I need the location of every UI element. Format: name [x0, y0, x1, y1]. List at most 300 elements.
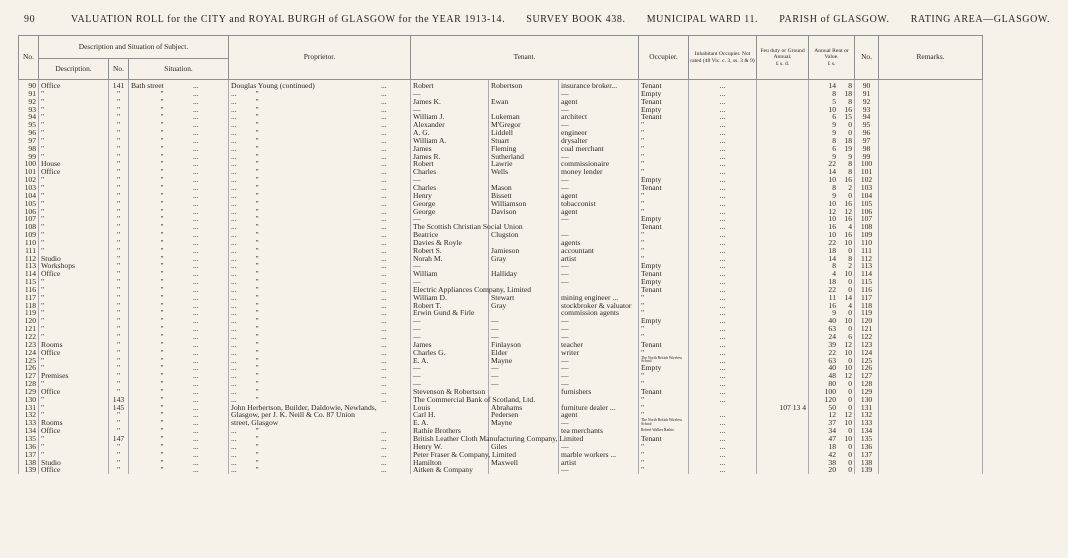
street-number-cell: "	[109, 137, 129, 145]
row-number-right: 129	[855, 388, 879, 396]
inhabitant-cell: ...	[689, 388, 757, 396]
situation-dots: ...	[193, 402, 199, 412]
remarks-cell	[879, 380, 983, 388]
occupier-cell: "	[639, 466, 689, 474]
annual-pounds: 9	[832, 128, 837, 138]
occupier-cell: Tenant	[639, 113, 689, 121]
remarks-cell	[879, 192, 983, 200]
remarks-cell	[879, 349, 983, 357]
situation-text: "	[160, 222, 164, 232]
street-number-cell: "	[109, 364, 129, 372]
tenant-occupation-cell: —	[559, 153, 639, 161]
annual-shillings: 10	[844, 269, 853, 279]
situation-cell	[129, 121, 229, 129]
feu-duty-cell	[757, 255, 809, 263]
proprietor-dots: ...	[381, 433, 387, 443]
tenant-last-cell	[489, 309, 559, 317]
proprietor-dots: ...	[381, 135, 387, 145]
occupier-cell: "	[639, 192, 689, 200]
tenant-last-cell: Mayne	[489, 357, 559, 365]
description-cell: "	[39, 325, 109, 333]
occupier-cell: Robert Walker Rathie	[639, 427, 689, 435]
situation-dots: ...	[193, 222, 199, 232]
annual-pounds: 47	[828, 433, 837, 443]
proprietor-dots: ...	[381, 386, 387, 396]
proprietor-dots: ...	[381, 128, 387, 138]
situation-text: "	[160, 277, 164, 287]
situation-text: "	[160, 441, 164, 451]
tenant-first-cell: Davies & Royle	[411, 239, 489, 247]
row-number: 103	[19, 184, 39, 192]
street-number-cell: 145	[109, 404, 129, 412]
proprietor-text: ... "	[231, 167, 259, 177]
row-number: 131	[19, 404, 39, 412]
situation-dots: ...	[193, 379, 199, 389]
feu-duty-cell	[757, 184, 809, 192]
annual-shillings: 16	[844, 230, 853, 240]
proprietor-text: ... "	[231, 394, 259, 404]
situation-cell	[129, 443, 229, 451]
feu-duty-cell	[757, 168, 809, 176]
tenant-occupation-cell: —	[559, 372, 639, 380]
situation-cell	[129, 357, 229, 365]
situation-cell	[129, 262, 229, 270]
annual-shillings: 16	[844, 214, 853, 224]
row-number-right: 98	[855, 145, 879, 153]
row-number-right: 101	[855, 168, 879, 176]
description-cell: "	[39, 396, 109, 404]
situation-text: "	[160, 182, 164, 192]
feu-duty-cell	[757, 341, 809, 349]
annual-shillings: 0	[848, 284, 853, 294]
proprietor-dots: ...	[381, 355, 387, 365]
situation-cell	[129, 200, 229, 208]
proprietor-text: ... "	[231, 198, 259, 208]
row-number: 109	[19, 231, 39, 239]
col-no: No.	[19, 36, 39, 80]
proprietor-dots: ...	[381, 151, 387, 161]
row-number: 111	[19, 247, 39, 255]
remarks-cell	[879, 113, 983, 121]
tenant-last-cell: —	[489, 380, 559, 388]
tenant-first-cell: George	[411, 200, 489, 208]
proprietor-text: street, Glasgow	[231, 418, 279, 428]
occupier-cell: Empty	[639, 106, 689, 114]
situation-cell	[129, 153, 229, 161]
situation-cell	[129, 466, 229, 474]
proprietor-dots: ...	[381, 261, 387, 271]
row-number: 138	[19, 459, 39, 467]
row-number: 91	[19, 90, 39, 98]
inhabitant-cell: ...	[689, 286, 757, 294]
remarks-cell	[879, 98, 983, 106]
remarks-cell	[879, 333, 983, 341]
tenant-last-cell: Lukeman	[489, 113, 559, 121]
description-cell: "	[39, 231, 109, 239]
remarks-cell	[879, 404, 983, 412]
proprietor-dots: ...	[381, 465, 387, 475]
tenant-occupation-cell: —	[559, 333, 639, 341]
row-number: 137	[19, 451, 39, 459]
annual-pounds: 40	[828, 363, 837, 373]
occupier-cell: "	[639, 121, 689, 129]
row-number: 120	[19, 317, 39, 325]
street-number-cell: "	[109, 208, 129, 216]
tenant-occupation-cell: commissionaire	[559, 160, 639, 168]
row-number-right: 118	[855, 302, 879, 310]
remarks-cell	[879, 145, 983, 153]
proprietor-dots: ...	[381, 316, 387, 326]
occupier-cell: Empty	[639, 278, 689, 286]
proprietor-dots: ...	[381, 81, 387, 90]
street-number-cell: "	[109, 262, 129, 270]
proprietor-dots: ...	[381, 324, 387, 334]
proprietor-dots: ...	[381, 269, 387, 279]
occupier-cell: "	[639, 451, 689, 459]
row-number: 139	[19, 466, 39, 474]
row-number: 106	[19, 208, 39, 216]
inhabitant-cell: ...	[689, 200, 757, 208]
street-number-cell: "	[109, 466, 129, 474]
situation-cell	[129, 396, 229, 404]
row-number: 113	[19, 262, 39, 270]
proprietor-dots: ...	[381, 253, 387, 263]
remarks-cell	[879, 443, 983, 451]
proprietor-dots: ...	[381, 230, 387, 240]
description-cell: "	[39, 153, 109, 161]
occupier-cell: The North British Wireless School	[639, 357, 689, 365]
row-number: 114	[19, 270, 39, 278]
street-number-cell: "	[109, 443, 129, 451]
row-number-right: 136	[855, 443, 879, 451]
remarks-cell	[879, 176, 983, 184]
annual-shillings: 0	[848, 441, 853, 451]
tenant-occupation-cell: commission agents	[559, 309, 639, 317]
annual-shillings: 12	[844, 339, 853, 349]
feu-duty-cell	[757, 80, 809, 90]
situation-text: "	[160, 363, 164, 373]
inhabitant-cell: ...	[689, 309, 757, 317]
situation-text: "	[160, 449, 164, 459]
occupier-cell: "	[639, 333, 689, 341]
tenant-occupation-cell: artist	[559, 459, 639, 467]
annual-pounds: 8	[832, 135, 837, 145]
situation-dots: ...	[193, 433, 199, 443]
inhabitant-cell: ...	[689, 270, 757, 278]
proprietor-dots: ...	[381, 182, 387, 192]
situation-dots: ...	[193, 449, 199, 459]
tenant-first-cell: James K.	[411, 98, 489, 106]
row-number: 97	[19, 137, 39, 145]
occupier-cell: Empty	[639, 90, 689, 98]
proprietor-text: ... "	[231, 135, 259, 145]
table-row	[19, 466, 983, 474]
inhabitant-cell: ...	[689, 137, 757, 145]
annual-shillings: 0	[848, 277, 853, 287]
tenant-first-cell: Robert	[411, 160, 489, 168]
tenant-last-cell: Mason	[489, 184, 559, 192]
situation-cell	[129, 90, 229, 98]
feu-duty-cell	[757, 333, 809, 341]
inhabitant-cell: ...	[689, 90, 757, 98]
proprietor-dots: ...	[381, 449, 387, 459]
description-cell: "	[39, 443, 109, 451]
situation-cell	[129, 255, 229, 263]
situation-text: "	[160, 402, 164, 412]
street-number-cell: "	[109, 451, 129, 459]
tenant-first-cell: —	[411, 325, 489, 333]
situation-dots: ...	[193, 347, 199, 357]
row-number: 102	[19, 176, 39, 184]
annual-shillings: 16	[844, 104, 853, 114]
situation-cell	[129, 106, 229, 114]
proprietor-dots: ...	[381, 112, 387, 122]
tenant-first-cell: E. A.	[411, 357, 489, 365]
situation-text: "	[160, 339, 164, 349]
annual-pounds: 18	[828, 441, 837, 451]
situation-dots: ...	[193, 120, 199, 130]
street-number-cell: "	[109, 325, 129, 333]
situation-cell	[129, 184, 229, 192]
proprietor-text: ... "	[231, 230, 259, 240]
tenant-occupation-cell: —	[559, 90, 639, 98]
proprietor-text: ... "	[231, 371, 259, 381]
row-number-right: 116	[855, 286, 879, 294]
annual-pounds: 22	[828, 284, 837, 294]
tenant-last-cell: —	[489, 372, 559, 380]
tenant-occupation-cell: engineer	[559, 129, 639, 137]
proprietor-text: Glasgow, per J. K. Neill & Co. 87 Union	[231, 410, 355, 420]
row-number-right: 102	[855, 176, 879, 184]
tenant-last-cell: Ewan	[489, 98, 559, 106]
proprietor-text: ... "	[231, 190, 259, 200]
remarks-cell	[879, 223, 983, 231]
situation-cell	[129, 239, 229, 247]
street-number-cell: 141	[109, 80, 129, 90]
proprietor-text: ... "	[231, 308, 259, 318]
proprietor-text: ... "	[231, 457, 259, 467]
inhabitant-cell: ...	[689, 192, 757, 200]
situation-text: "	[160, 261, 164, 271]
situation-text: "	[160, 426, 164, 436]
proprietor-text: ... "	[231, 386, 259, 396]
tenant-occupation-cell: tea merchants	[559, 427, 639, 435]
remarks-cell	[879, 168, 983, 176]
tenant-occupation-cell: marble workers ...	[559, 451, 639, 459]
inhabitant-cell: ...	[689, 262, 757, 270]
situation-cell	[129, 137, 229, 145]
street-number-cell: "	[109, 255, 129, 263]
occupier-cell: Empty	[639, 176, 689, 184]
remarks-cell	[879, 427, 983, 435]
tenant-first-cell: William D.	[411, 294, 489, 302]
tenant-last-cell: Bissett	[489, 192, 559, 200]
proprietor-text: ... "	[231, 206, 259, 216]
row-number: 93	[19, 106, 39, 114]
row-number-right: 99	[855, 153, 879, 161]
tenant-first-cell: Robert S.	[411, 247, 489, 255]
annual-shillings: 0	[848, 386, 853, 396]
feu-duty-cell	[757, 466, 809, 474]
tenant-last-cell: Liddell	[489, 129, 559, 137]
survey-book: SURVEY BOOK 438.	[526, 14, 626, 25]
feu-duty-cell	[757, 106, 809, 114]
proprietor-dots: ...	[381, 300, 387, 310]
situation-dots: ...	[193, 426, 199, 436]
situation-dots: ...	[193, 198, 199, 208]
proprietor-dots: ...	[381, 426, 387, 436]
tenant-last-cell: Fleming	[489, 145, 559, 153]
tenant-occupation-cell: teacher	[559, 341, 639, 349]
row-number: 126	[19, 364, 39, 372]
annual-shillings: 6	[848, 332, 853, 341]
rating-area: RATING AREA—GLASGOW.	[910, 14, 1051, 25]
description-cell: Workshops	[39, 262, 109, 270]
situation-cell	[129, 247, 229, 255]
situation-cell	[129, 349, 229, 357]
feu-duty-cell	[757, 153, 809, 161]
proprietor-dots: ...	[381, 214, 387, 224]
row-number-right: 134	[855, 427, 879, 435]
col-tenant: Tenant.	[411, 36, 639, 80]
situation-dots: ...	[193, 159, 199, 169]
row-number: 130	[19, 396, 39, 404]
tenant-first-cell: The Scottish Christian Social Union	[411, 223, 489, 231]
annual-pounds: 9	[832, 190, 837, 200]
tenant-first-cell: Beatrice	[411, 231, 489, 239]
tenant-occupation-cell: —	[559, 176, 639, 184]
occupier-cell: "	[639, 129, 689, 137]
situation-dots: ...	[193, 190, 199, 200]
inhabitant-cell: ...	[689, 184, 757, 192]
description-cell: "	[39, 309, 109, 317]
occupier-cell: The North British Wireless School	[639, 419, 689, 427]
tenant-occupation-cell: coal merchant	[559, 145, 639, 153]
tenant-occupation-cell: tobacconist	[559, 200, 639, 208]
feu-duty-cell	[757, 90, 809, 98]
tenant-last-cell: Halliday	[489, 270, 559, 278]
tenant-first-cell: William A.	[411, 137, 489, 145]
street-number-cell: "	[109, 98, 129, 106]
tenant-first-cell: Norah M.	[411, 255, 489, 263]
annual-shillings: 16	[844, 175, 853, 185]
situation-dots: ...	[193, 143, 199, 153]
inhabitant-cell: ...	[689, 349, 757, 357]
proprietor-text: ... "	[231, 159, 259, 169]
occupier-cell: Tenant	[639, 184, 689, 192]
annual-shillings: 10	[844, 237, 853, 247]
situation-cell	[129, 459, 229, 467]
situation-text: "	[160, 167, 164, 177]
remarks-cell	[879, 153, 983, 161]
description-cell: "	[39, 302, 109, 310]
situation-text: "	[160, 175, 164, 185]
page-number: 90	[24, 14, 36, 25]
feu-duty-cell	[757, 380, 809, 388]
row-number-right: 93	[855, 106, 879, 114]
row-number: 127	[19, 372, 39, 380]
row-number-right: 125	[855, 357, 879, 365]
situation-dots: ...	[193, 269, 199, 279]
proprietor-text: ... "	[231, 339, 259, 349]
proprietor-text: ... "	[231, 253, 259, 263]
street-number-cell: "	[109, 459, 129, 467]
annual-shillings: 10	[844, 363, 853, 373]
remarks-cell	[879, 160, 983, 168]
inhabitant-cell: ...	[689, 231, 757, 239]
occupier-cell: "	[639, 325, 689, 333]
occupier-cell: "	[639, 294, 689, 302]
situation-text: "	[160, 269, 164, 279]
situation-dots: ...	[193, 81, 199, 90]
remarks-cell	[879, 215, 983, 223]
tenant-first-cell: —	[411, 317, 489, 325]
tenant-occupation-cell: agent	[559, 192, 639, 200]
row-number: 92	[19, 98, 39, 106]
inhabitant-cell: ...	[689, 121, 757, 129]
annual-shillings: 2	[848, 261, 853, 271]
street-number-cell: "	[109, 90, 129, 98]
tenant-last-cell: Mayne	[489, 419, 559, 427]
remarks-cell	[879, 294, 983, 302]
annual-pounds: 34	[828, 426, 837, 436]
feu-duty-cell	[757, 113, 809, 121]
tenant-first-cell: —	[411, 106, 489, 114]
street-number-cell: "	[109, 302, 129, 310]
proprietor-text: Douglas Young (continued)	[231, 81, 315, 90]
inhabitant-cell: ...	[689, 357, 757, 365]
annual-pounds: 6	[832, 112, 837, 122]
row-number-right: 128	[855, 380, 879, 388]
remarks-cell	[879, 364, 983, 372]
proprietor-text: ... "	[231, 363, 259, 373]
occupier-cell: "	[639, 153, 689, 161]
tenant-first-cell: The Commercial Bank of Scotland, Ltd.	[411, 396, 489, 404]
row-number: 122	[19, 333, 39, 341]
situation-text: "	[160, 230, 164, 240]
situation-cell	[129, 451, 229, 459]
street-number-cell: "	[109, 341, 129, 349]
remarks-cell	[879, 357, 983, 365]
annual-shillings: 8	[848, 96, 853, 106]
feu-duty-cell	[757, 388, 809, 396]
street-number-cell: "	[109, 176, 129, 184]
occupier-cell: "	[639, 247, 689, 255]
occupier-cell: "	[639, 380, 689, 388]
feu-duty-cell	[757, 121, 809, 129]
tenant-occupation-cell: accountant	[559, 247, 639, 255]
tenant-last-cell: Clugston	[489, 231, 559, 239]
tenant-last-cell: Elder	[489, 349, 559, 357]
row-number-right: 126	[855, 364, 879, 372]
proprietor-dots: ...	[381, 347, 387, 357]
tenant-occupation-cell: mining engineer ...	[559, 294, 639, 302]
row-number-right: 92	[855, 98, 879, 106]
proprietor-text: ... "	[231, 324, 259, 334]
occupier-cell: "	[639, 255, 689, 263]
situation-dots: ...	[193, 206, 199, 216]
row-number-right: 135	[855, 435, 879, 443]
remarks-cell	[879, 411, 983, 419]
street-number-cell: "	[109, 106, 129, 114]
row-number-right: 123	[855, 341, 879, 349]
description-cell: "	[39, 137, 109, 145]
situation-dots: ...	[193, 182, 199, 192]
row-number: 118	[19, 302, 39, 310]
situation-dots: ...	[193, 253, 199, 263]
description-cell: "	[39, 184, 109, 192]
situation-cell	[129, 80, 229, 90]
